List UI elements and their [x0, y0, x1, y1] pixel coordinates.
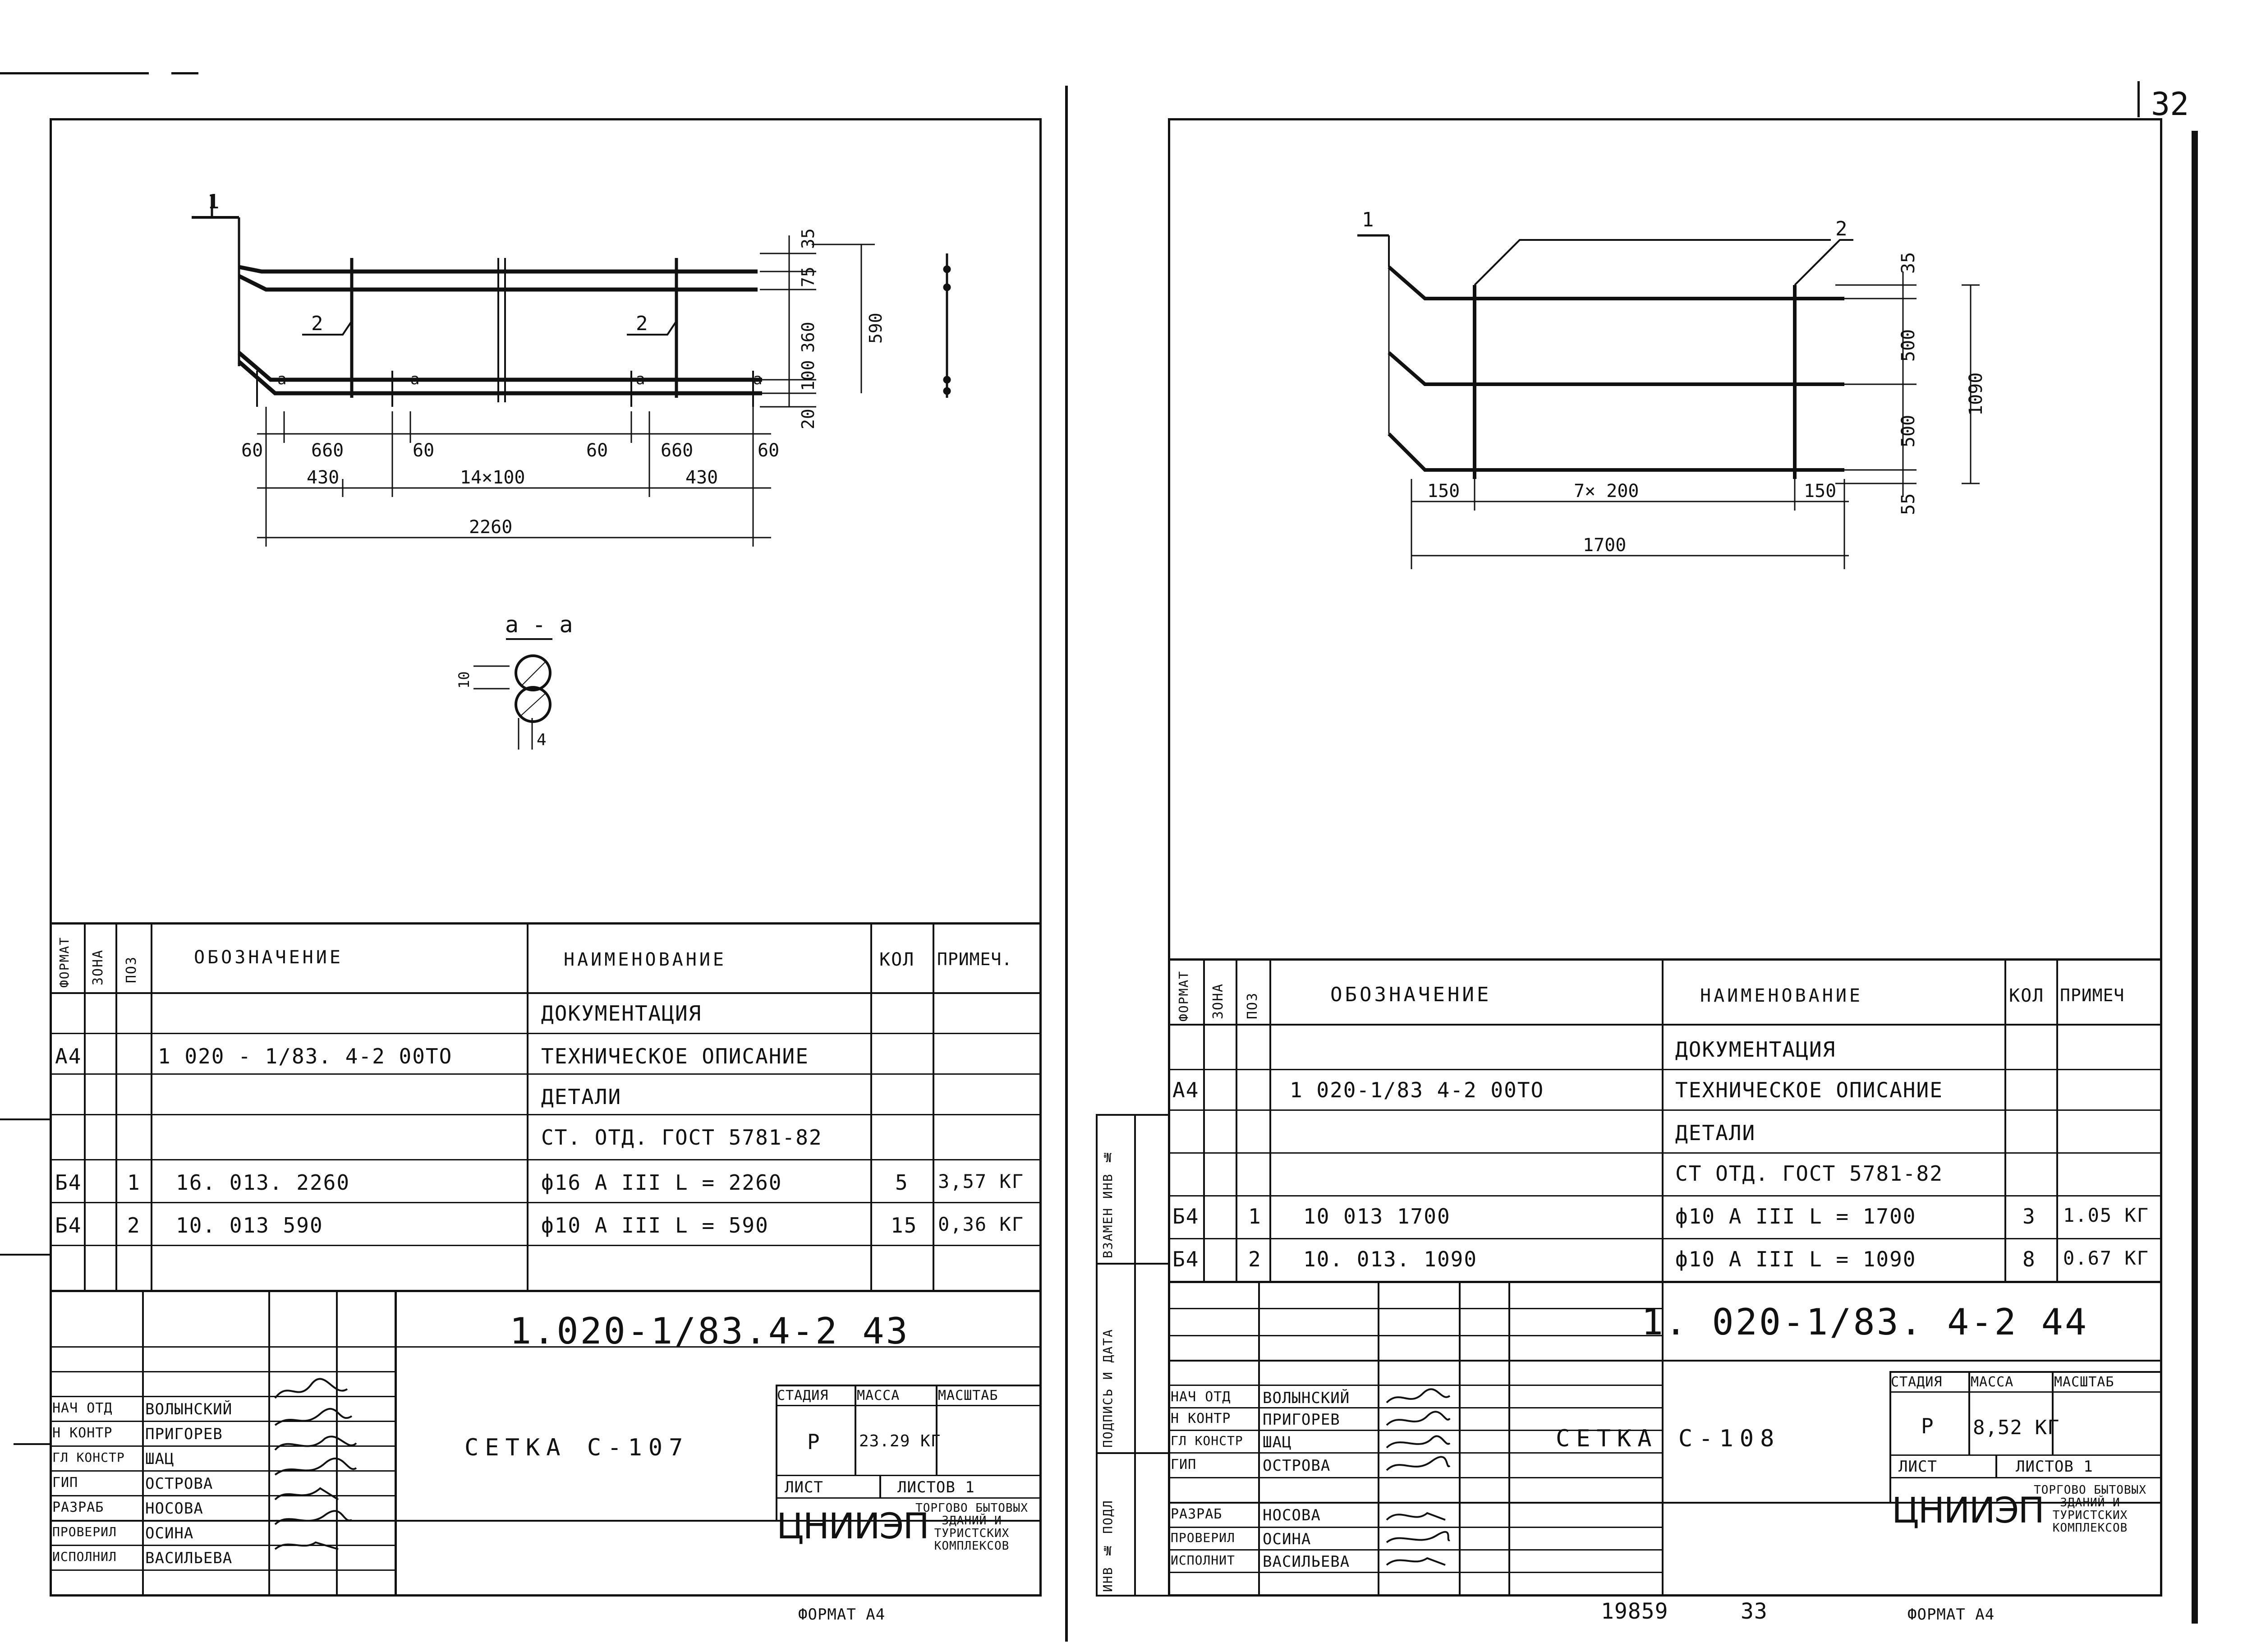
mass-label: МАССА	[1971, 1374, 2014, 1390]
tb-col	[1889, 1371, 1891, 1502]
dim-right-500b: 500	[1898, 414, 1919, 447]
role: ПРОВЕРИЛ	[1171, 1530, 1235, 1545]
org-subtitle: ТОРГОВО БЫТОВЫХ ЗДАНИЙ И ТУРИСТСКИХ КОМПЛЕКСОВ	[2034, 1484, 2146, 1534]
mass-label: МАССА	[857, 1388, 900, 1404]
col-line	[151, 922, 152, 1290]
dim-right-100: 100	[798, 360, 818, 391]
tb-col	[855, 1385, 856, 1475]
row-designation: 10. 013. 1090	[1303, 1247, 1478, 1271]
row-name: ДОКУМЕНТАЦИЯ	[541, 1001, 702, 1026]
side-stamp-rule	[1096, 1263, 1168, 1265]
header-pos: ПОЗ	[1245, 992, 1260, 1019]
col-line	[1269, 958, 1271, 1281]
person: ПРИГОРЕВ	[145, 1425, 223, 1443]
role: ПРОВЕРИЛ	[52, 1524, 117, 1539]
page-number-tick	[2137, 81, 2140, 117]
person: ВАСИЛЬЕВА	[145, 1549, 233, 1567]
row-qty: 8	[2022, 1247, 2036, 1271]
dim-60-d: 60	[758, 440, 780, 461]
row-name: ТЕХНИЧЕСКОЕ ОПИСАНИЕ	[541, 1044, 809, 1068]
row-pos: 2	[1248, 1247, 1262, 1271]
sheet-label: ЛИСТ	[785, 1478, 823, 1496]
role: РАЗРАБ	[1171, 1506, 1223, 1522]
sheets-label: ЛИСТОВ 1	[897, 1478, 975, 1496]
inventory-number: 19859	[1601, 1599, 1668, 1624]
header-zone: ЗОНА	[1210, 983, 1226, 1019]
header-note: ПРИМЕЧ	[2060, 985, 2125, 1005]
footer-page: 33	[1741, 1599, 1768, 1624]
col-line	[2004, 958, 2006, 1281]
person: ВОЛЫНСКИЙ	[1263, 1389, 1350, 1407]
row-line	[50, 1159, 1042, 1160]
tb-col	[1968, 1371, 1970, 1454]
row-pos: 1	[1248, 1204, 1262, 1229]
col-line	[1662, 958, 1664, 1597]
row-line	[50, 1114, 1042, 1115]
binding-mark	[0, 1254, 50, 1256]
person: ПРИГОРЕВ	[1263, 1411, 1340, 1429]
tb-col	[395, 1290, 397, 1597]
dim-660-a: 660	[311, 440, 344, 461]
row-name: ДЕТАЛИ	[1675, 1121, 1756, 1145]
signatures-right	[1382, 1385, 1454, 1574]
dim-150-a: 150	[1427, 481, 1460, 502]
role: ИСПОЛНИТ	[1171, 1553, 1235, 1568]
row-line	[1168, 1195, 2162, 1196]
scale-label: МАСШТАБ	[2054, 1374, 2114, 1390]
row-name: ф10 А III L = 1090	[1675, 1247, 1916, 1271]
section-title: а - а	[505, 612, 573, 638]
row-format: А4	[55, 1044, 82, 1068]
person: НОСОВА	[1263, 1506, 1321, 1524]
tb-col	[879, 1475, 881, 1497]
tb-col	[936, 1385, 938, 1475]
col-line	[2056, 958, 2058, 1281]
page-top-rule	[0, 72, 149, 74]
signatures-left	[271, 1371, 361, 1578]
row-name: ДОКУМЕНТАЦИЯ	[1675, 1037, 1836, 1062]
dim-right-1090: 1090	[1966, 372, 1986, 416]
tb-col	[268, 1290, 270, 1597]
row-line	[50, 1290, 1042, 1292]
dim-right-35: 35	[1898, 252, 1919, 274]
doc-code: 1. 020-1/83. 4-2 44	[1641, 1301, 2089, 1343]
header-name: НАИМЕНОВАНИЕ	[1700, 985, 1863, 1006]
role: НАЧ ОТД	[52, 1400, 113, 1416]
row-qty: 3	[2022, 1204, 2036, 1229]
stage-value: Р	[1921, 1414, 1935, 1438]
row-line	[1168, 1024, 2162, 1026]
mass-value: 8,52 КГ	[1973, 1416, 2060, 1439]
row-line	[50, 1033, 1042, 1034]
row-note: 1.05 КГ	[2063, 1204, 2150, 1226]
row-line	[1168, 1281, 2162, 1283]
role: ГИП	[52, 1475, 78, 1491]
row-designation: 1 020 - 1/83. 4-2 00ТО	[158, 1044, 453, 1068]
row-designation: 10. 013 590	[176, 1213, 323, 1238]
position-label-2: 2	[1835, 217, 1848, 240]
row-format: Б4	[1172, 1247, 1200, 1271]
dim-right-500a: 500	[1898, 329, 1919, 362]
doc-code: 1.020-1/83.4-2 43	[510, 1310, 910, 1352]
person: НОСОВА	[145, 1500, 203, 1518]
tb-col	[142, 1290, 144, 1597]
org-subtitle: ТОРГОВО БЫТОВЫХ ЗДАНИЙ И ТУРИСТСКИХ КОМПЛЕКСОВ	[915, 1502, 1028, 1552]
stamp-inv-no: ИНВ № ПОДЛ	[1100, 1500, 1115, 1592]
org-logo: ЦНИИЭП	[1892, 1491, 2044, 1531]
position-label-1: 1	[1362, 208, 1374, 231]
col-line	[84, 922, 86, 1290]
row-line	[1168, 1069, 2162, 1070]
org-logo: ЦНИИЭП	[777, 1506, 929, 1547]
header-name: НАИМЕНОВАНИЕ	[564, 949, 726, 970]
header-designation: ОБОЗНАЧЕНИЕ	[1330, 983, 1492, 1006]
sheet-label: ЛИСТ	[1898, 1458, 1937, 1476]
tb-col	[1258, 1281, 1260, 1597]
tb-line	[1168, 1360, 2162, 1362]
mass-value: 23.29 КГ	[859, 1432, 941, 1450]
section-dim-10: 10	[455, 671, 473, 689]
tb-line	[1889, 1391, 2162, 1393]
header-designation: ОБОЗНАЧЕНИЕ	[194, 947, 343, 968]
col-line	[115, 922, 117, 1290]
person: ШАЦ	[1263, 1433, 1292, 1451]
drawing-mesh-c108	[1168, 118, 2162, 921]
col-line	[527, 922, 529, 1290]
stage-value: Р	[807, 1430, 821, 1454]
row-format: Б4	[55, 1170, 82, 1195]
sheets-label: ЛИСТОВ 1	[2016, 1458, 2093, 1476]
side-stamp-rule	[1096, 1452, 1168, 1454]
item-title: СЕТКА С-108	[1556, 1425, 1781, 1452]
scale-label: МАСШТАБ	[938, 1388, 998, 1404]
row-name: ф16 А III L = 2260	[541, 1170, 782, 1195]
header-format: ФОРМАТ	[57, 936, 72, 988]
stamp-replaces-inv: ВЗАМЕН ИНВ №	[1100, 1149, 1115, 1258]
col-line	[1203, 958, 1205, 1281]
row-qty: 15	[891, 1213, 918, 1238]
dim-7x200: 7× 200	[1574, 481, 1639, 502]
header-pos: ПОЗ	[124, 956, 139, 983]
row-line	[1168, 1238, 2162, 1239]
role: ИСПОЛНИЛ	[52, 1549, 117, 1564]
row-designation: 10 013 1700	[1303, 1204, 1451, 1229]
role: РАЗРАБ	[52, 1500, 104, 1515]
row-note: 0,36 КГ	[938, 1213, 1025, 1235]
dim-right-20: 20	[798, 409, 818, 429]
tb-col	[2052, 1371, 2054, 1454]
row-format: А4	[1172, 1078, 1200, 1102]
format-label-right: ФОРМАТ А4	[1907, 1606, 1995, 1624]
dim-60-b: 60	[413, 440, 435, 461]
role: ГЛ КОНСТР	[52, 1450, 125, 1465]
role: Н КОНТР	[52, 1425, 113, 1441]
row-designation: 1 020-1/83 4-2 00ТО	[1290, 1078, 1544, 1102]
role: ГИП	[1171, 1457, 1197, 1473]
person: ОСИНА	[1263, 1530, 1311, 1548]
position-label-1: 1	[207, 190, 220, 213]
row-format: Б4	[1172, 1204, 1200, 1229]
dim-60-c: 60	[586, 440, 608, 461]
row-name: СТ. ОТД. ГОСТ 5781-82	[541, 1125, 823, 1150]
dim-660-b: 660	[661, 440, 694, 461]
row-line	[1168, 958, 2162, 961]
row-line	[1168, 1109, 2162, 1111]
tb-col	[1378, 1281, 1379, 1597]
binding-mark	[0, 1118, 50, 1120]
page-number: 32	[2151, 86, 2189, 123]
tb-col	[1995, 1454, 1997, 1477]
section-mark-a4: а	[753, 370, 763, 388]
tb-line	[1168, 1308, 1662, 1309]
center-fold-line	[1065, 86, 1068, 1642]
dim-right-35: 35	[798, 228, 818, 249]
section-mark-a2: а	[410, 370, 420, 388]
dim-right-55: 55	[1898, 493, 1919, 515]
tb-line	[776, 1475, 1042, 1476]
role: НАЧ ОТД	[1171, 1389, 1231, 1405]
item-title: СЕТКА С-107	[464, 1434, 689, 1461]
row-format: Б4	[55, 1213, 82, 1238]
row-pos: 1	[127, 1170, 141, 1195]
dim-total-2260: 2260	[469, 517, 513, 538]
dim-60-a: 60	[241, 440, 263, 461]
dim-right-360: 360	[798, 322, 818, 353]
col-line	[870, 922, 872, 1290]
person: ШАЦ	[145, 1450, 175, 1468]
tb-line	[1889, 1454, 2162, 1456]
col-line	[933, 922, 934, 1290]
tb-col	[1459, 1281, 1461, 1597]
row-qty: 5	[895, 1170, 909, 1195]
tb-line	[1168, 1335, 1662, 1336]
tb-line	[776, 1385, 1042, 1386]
row-line	[50, 1245, 1042, 1246]
row-name: ф10 А III L = 590	[541, 1213, 769, 1238]
tb-line	[776, 1405, 1042, 1406]
dim-430-a: 430	[307, 467, 340, 488]
position-label-2b: 2	[636, 312, 648, 335]
dim-right-590: 590	[866, 313, 886, 344]
format-label-left: ФОРМАТ А4	[798, 1606, 886, 1624]
row-note: 0.67 КГ	[2063, 1247, 2150, 1269]
dim-430-b: 430	[685, 467, 718, 488]
person: ОСИНА	[145, 1524, 194, 1542]
dim-150-b: 150	[1804, 481, 1837, 502]
right-edge-bar	[2192, 131, 2198, 1624]
position-label-2a: 2	[311, 312, 323, 335]
page-top-rule-short	[171, 72, 198, 74]
header-note: ПРИМЕЧ.	[937, 949, 1013, 969]
binding-mark	[14, 1443, 50, 1445]
row-note: 3,57 КГ	[938, 1170, 1025, 1192]
row-name: СТ ОТД. ГОСТ 5781-82	[1675, 1161, 1943, 1186]
stage-label: СТАДИЯ	[1891, 1374, 1943, 1390]
col-line	[1236, 958, 1237, 1281]
drawing-mesh-c107	[50, 118, 1042, 921]
person: ОСТРОВА	[145, 1475, 213, 1493]
dim-total-1700: 1700	[1583, 535, 1627, 556]
row-name: ТЕХНИЧЕСКОЕ ОПИСАНИЕ	[1675, 1078, 1943, 1102]
row-line	[1168, 1152, 2162, 1154]
tb-line	[776, 1497, 1042, 1499]
header-qty: КОЛ	[879, 949, 915, 970]
person: ОСТРОВА	[1263, 1457, 1331, 1475]
person: ВАСИЛЬЕВА	[1263, 1553, 1350, 1571]
section-mark-a3: а	[636, 370, 645, 388]
row-line	[50, 1202, 1042, 1203]
header-format: ФОРМАТ	[1176, 970, 1191, 1022]
stage-label: СТАДИЯ	[777, 1388, 829, 1404]
dim-14x100: 14×100	[460, 467, 525, 488]
spec-header-bottom	[50, 992, 1042, 994]
tb-line	[1889, 1371, 2162, 1373]
person: ВОЛЫНСКИЙ	[145, 1400, 233, 1418]
row-name: ф10 А III L = 1700	[1675, 1204, 1916, 1229]
header-zone: ЗОНА	[90, 949, 106, 985]
header-qty: КОЛ	[2009, 985, 2045, 1006]
side-stamp-divider	[1134, 1114, 1136, 1597]
row-name: ДЕТАЛИ	[541, 1085, 622, 1109]
tb-line	[1889, 1477, 2162, 1478]
role: Н КОНТР	[1171, 1411, 1231, 1427]
tb-col	[1508, 1281, 1510, 1597]
role: ГЛ КОНСТР	[1171, 1433, 1243, 1448]
stamp-signature-date: ПОДПИСЬ И ДАТА	[1100, 1328, 1115, 1448]
dim-right-75: 75	[798, 267, 818, 287]
row-line	[50, 1073, 1042, 1075]
row-designation: 16. 013. 2260	[176, 1170, 350, 1195]
section-dim-4: 4	[537, 731, 547, 749]
section-mark-a1: а	[277, 370, 287, 388]
row-pos: 2	[127, 1213, 141, 1238]
spec-header-rule	[50, 922, 1042, 925]
